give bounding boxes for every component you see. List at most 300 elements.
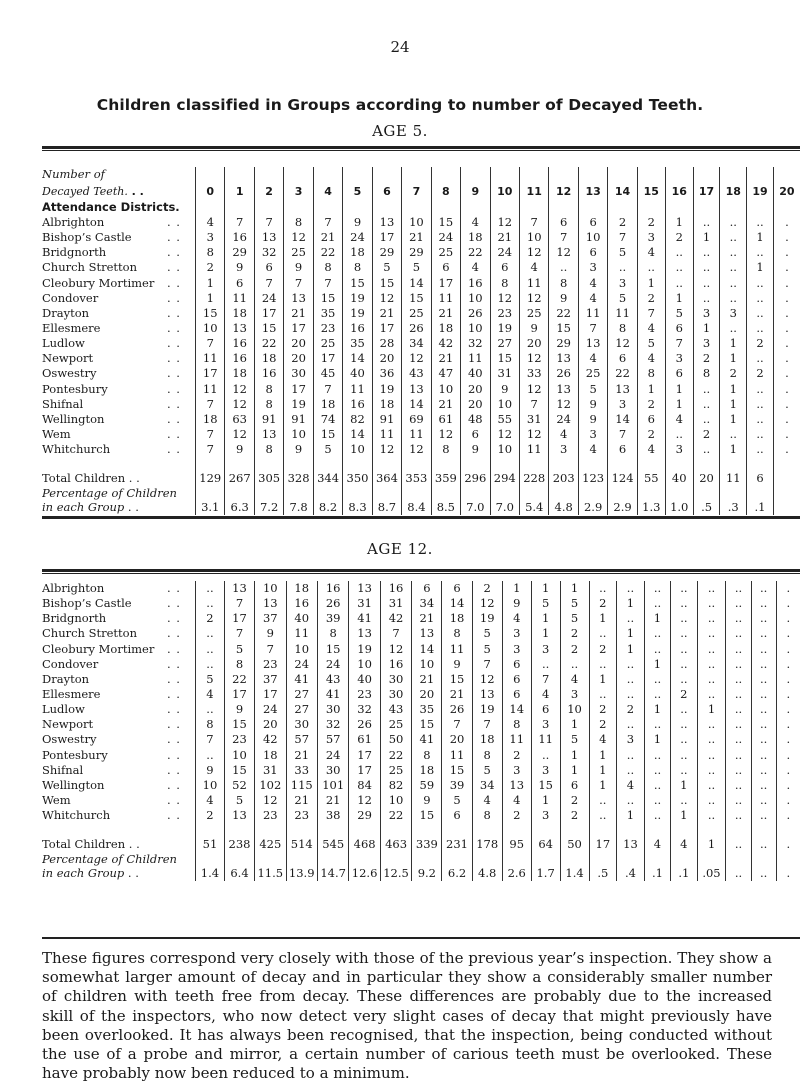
cell-col-5: 16	[343, 397, 372, 412]
percentage-col-14: .4	[617, 866, 645, 881]
cell-col-10: 4	[502, 611, 531, 626]
cell-col-7: 13	[412, 626, 442, 641]
header-blank	[608, 200, 637, 215]
row-label	[42, 397, 196, 412]
cell-col-5: 24	[343, 230, 372, 245]
cell-col-0: 10	[196, 778, 225, 793]
cell-col-1: 15	[224, 717, 254, 732]
cell-col-8: 15	[431, 215, 460, 230]
cell-col-16: ..	[671, 626, 697, 641]
cell-col-13: 5	[578, 382, 607, 397]
blank-cell	[589, 852, 617, 866]
cell-col-0: ..	[196, 702, 225, 717]
row-label	[42, 732, 196, 747]
total-col-20: .	[776, 837, 800, 852]
cell-col-16: 3	[665, 442, 693, 457]
cell-col-8: 15	[442, 763, 472, 778]
cell-col-16: ..	[671, 748, 697, 763]
percentage-col-3: 7.8	[284, 500, 313, 515]
percentage-label-line2: in each Group	[42, 500, 125, 515]
cell-col-8: 14	[442, 596, 472, 611]
spacer	[42, 823, 196, 837]
cell-col-14: 5	[608, 245, 637, 260]
cell-col-20: .	[776, 626, 800, 641]
cell-col-6: 10	[380, 793, 411, 808]
cell-col-3: 18	[286, 581, 317, 596]
cell-col-18: ..	[726, 732, 751, 747]
cell-col-4: 22	[313, 245, 342, 260]
cell-col-20: .	[776, 581, 800, 596]
cell-col-5: 26	[349, 717, 380, 732]
cell-col-4: 21	[313, 230, 342, 245]
header-column-13: 13	[578, 182, 607, 200]
cell-col-4: 16	[317, 581, 348, 596]
cell-col-10: 31	[490, 366, 519, 381]
cell-col-12: 22	[549, 306, 578, 321]
total-col-16: 4	[671, 837, 697, 852]
cell-col-17: 2	[693, 427, 720, 442]
cell-col-1: 9	[225, 442, 254, 457]
row-label	[42, 687, 196, 702]
blank-cell	[472, 852, 502, 866]
cell-col-13: 10	[578, 230, 607, 245]
cell-col-20: .	[776, 672, 800, 687]
cell-col-4: 17	[313, 351, 342, 366]
cell-col-1: 16	[225, 351, 254, 366]
cell-col-15: 3	[637, 230, 665, 245]
cell-col-14: 3	[617, 732, 645, 747]
spacer-cell	[490, 457, 519, 471]
district-name: Bridgnorth	[42, 246, 107, 260]
cell-col-11: 3	[531, 642, 560, 657]
cell-col-15: ..	[644, 793, 670, 808]
cell-col-8: 42	[431, 336, 460, 351]
cell-col-13: ..	[589, 581, 617, 596]
cell-col-8: 21	[431, 306, 460, 321]
spacer-cell	[225, 457, 254, 471]
cell-col-6: 25	[380, 763, 411, 778]
spacer-cell	[608, 457, 637, 471]
cell-col-20: .	[776, 793, 800, 808]
cell-col-9: 8	[472, 808, 502, 823]
percentage-label-line1: Percentage of Children	[42, 486, 177, 500]
cell-col-9: 19	[472, 611, 502, 626]
cell-col-15: 1	[637, 276, 665, 291]
cell-col-5: 15	[343, 276, 372, 291]
blank-cell	[726, 852, 751, 866]
cell-col-10: 12	[490, 427, 519, 442]
spacer-cell	[776, 823, 800, 837]
cell-col-3: 27	[286, 687, 317, 702]
header-blank	[665, 167, 693, 182]
table-row	[42, 626, 800, 641]
cell-col-5: 40	[349, 672, 380, 687]
cell-col-12: ..	[560, 657, 589, 672]
totals-row	[42, 837, 800, 852]
cell-col-18: ..	[726, 581, 751, 596]
leader-dots: . .	[167, 275, 181, 290]
cell-col-1: 8	[224, 657, 254, 672]
leader-dots: . .	[167, 656, 181, 671]
cell-col-7: 43	[402, 366, 431, 381]
cell-col-7: 26	[402, 321, 431, 336]
cell-col-17: 3	[693, 306, 720, 321]
cell-col-3: 20	[284, 336, 313, 351]
cell-col-8: 12	[431, 427, 460, 442]
cell-col-9: 32	[461, 336, 490, 351]
percentage-col-9: 7.0	[461, 500, 490, 515]
blank-cell	[313, 486, 342, 500]
cell-col-6: 22	[380, 808, 411, 823]
cell-col-14: 12	[608, 336, 637, 351]
cell-col-11: ..	[531, 748, 560, 763]
cell-col-6: 13	[372, 215, 401, 230]
cell-col-12: 2	[560, 626, 589, 641]
header-blank	[343, 167, 372, 182]
cell-col-2: 12	[255, 793, 286, 808]
leader-dots: . .	[167, 777, 181, 792]
cell-col-16: 7	[665, 336, 693, 351]
cell-col-5: 84	[349, 778, 380, 793]
section-heading-age-5: AGE 5.	[372, 122, 428, 140]
district-name: Wellington	[42, 778, 105, 792]
cell-col-20: .	[773, 427, 800, 442]
spacer-cell	[372, 457, 401, 471]
cell-col-12: 2	[560, 808, 589, 823]
blank-cell	[519, 486, 548, 500]
cell-col-5: 40	[343, 366, 372, 381]
cell-col-11: 3	[531, 808, 560, 823]
cell-col-20: .	[773, 412, 800, 427]
rule-bottom-2	[42, 937, 800, 939]
cell-col-0: 8	[196, 717, 225, 732]
leader-dots: . .	[167, 230, 181, 245]
table-row	[42, 382, 800, 397]
cell-col-17: ..	[697, 581, 726, 596]
cell-col-16: ..	[671, 596, 697, 611]
header-column-11: 11	[519, 182, 548, 200]
cell-col-8: 21	[431, 397, 460, 412]
cell-col-9: 48	[461, 412, 490, 427]
cell-col-13: 6	[578, 215, 607, 230]
cell-col-3: 21	[286, 748, 317, 763]
cell-col-19: 1	[747, 230, 774, 245]
district-name: Newport	[42, 352, 94, 366]
cell-col-3: 41	[286, 672, 317, 687]
cell-col-19: ..	[747, 442, 774, 457]
cell-col-13: ..	[589, 808, 617, 823]
cell-col-8: 61	[431, 412, 460, 427]
cell-col-14: 1	[617, 808, 645, 823]
cell-col-15: ..	[644, 672, 670, 687]
cell-col-6: 18	[372, 397, 401, 412]
leader-dots: . .	[167, 626, 181, 641]
row-label	[42, 245, 196, 260]
cell-col-15: 1	[637, 382, 665, 397]
cell-col-6: 5	[372, 260, 401, 275]
cell-col-10: 6	[502, 687, 531, 702]
cell-col-19: 2	[747, 366, 774, 381]
cell-col-8: 7	[442, 717, 472, 732]
table-row	[42, 717, 800, 732]
cell-col-19: ..	[747, 382, 774, 397]
total-col-20	[773, 471, 800, 486]
cell-col-1: 17	[224, 687, 254, 702]
cell-col-5: 12	[349, 793, 380, 808]
cell-col-13: 9	[578, 412, 607, 427]
cell-col-5: 14	[343, 351, 372, 366]
cell-col-13: 11	[578, 306, 607, 321]
cell-col-3: 17	[284, 382, 313, 397]
district-name: Oswestry	[42, 367, 97, 381]
spacer-cell	[589, 823, 617, 837]
spacer-cell	[196, 823, 225, 837]
cell-col-17: ..	[697, 596, 726, 611]
cell-col-20: .	[773, 260, 800, 275]
cell-col-0: ..	[196, 748, 225, 763]
percentage-col-13: .5	[589, 866, 617, 881]
cell-col-14: 13	[608, 382, 637, 397]
cell-col-7: 15	[412, 808, 442, 823]
header-column-18: 18	[720, 182, 747, 200]
total-col-2: 305	[254, 471, 283, 486]
cell-col-17: ..	[697, 748, 726, 763]
cell-col-8: 6	[431, 260, 460, 275]
spacer-cell	[693, 457, 720, 471]
cell-col-2: 16	[254, 366, 283, 381]
cell-col-1: 17	[224, 611, 254, 626]
table-row	[42, 657, 800, 672]
row-label	[42, 672, 196, 687]
percentage-col-8: 6.2	[442, 866, 472, 881]
cell-col-5: 9	[343, 215, 372, 230]
cell-col-3: 21	[284, 306, 313, 321]
cell-col-17: ..	[697, 717, 726, 732]
cell-col-11: 7	[531, 672, 560, 687]
cell-col-12: 2	[560, 793, 589, 808]
cell-col-14: 14	[608, 412, 637, 427]
cell-col-3: 11	[286, 626, 317, 641]
cell-col-19: ..	[751, 763, 776, 778]
cell-col-7: 34	[412, 596, 442, 611]
cell-col-5: 29	[349, 808, 380, 823]
district-name: Wem	[42, 794, 71, 808]
row-label	[42, 276, 196, 291]
cell-col-18: ..	[726, 657, 751, 672]
percentage-col-20	[773, 500, 800, 515]
row-label	[42, 778, 196, 793]
percentage-col-16: 1.0	[665, 500, 693, 515]
header-blank	[196, 200, 225, 215]
table-row	[42, 748, 800, 763]
total-col-17: 20	[693, 471, 720, 486]
header-blank	[773, 200, 800, 215]
cell-col-18: 1	[720, 397, 747, 412]
header-row-2	[42, 182, 800, 200]
district-name: Ludlow	[42, 703, 85, 717]
header-column-5: 5	[343, 182, 372, 200]
cell-col-8: 9	[442, 657, 472, 672]
header-column-15: 15	[637, 182, 665, 200]
district-name: Oswestry	[42, 733, 97, 747]
table-row	[42, 778, 800, 793]
total-col-4: 344	[313, 471, 342, 486]
cell-col-10: 27	[490, 336, 519, 351]
cell-col-20: .	[773, 321, 800, 336]
cell-col-12: 12	[549, 397, 578, 412]
table-row	[42, 291, 800, 306]
percentage-col-19: ..	[751, 866, 776, 881]
spacer-cell	[726, 823, 751, 837]
total-col-6: 364	[372, 471, 401, 486]
header-column-2: 2	[254, 182, 283, 200]
blank-cell	[490, 486, 519, 500]
table-row	[42, 215, 800, 230]
cell-col-4: 43	[317, 672, 348, 687]
cell-col-0: 5	[196, 672, 225, 687]
district-name: Drayton	[42, 672, 90, 686]
blank-cell	[225, 486, 254, 500]
percentage-col-15: 1.3	[637, 500, 665, 515]
cell-col-8: 8	[442, 626, 472, 641]
blank-cell	[697, 852, 726, 866]
cell-col-5: 32	[349, 702, 380, 717]
cell-col-0: 7	[196, 732, 225, 747]
cell-col-12: 4	[560, 672, 589, 687]
cell-col-12: 12	[549, 245, 578, 260]
blank-cell	[644, 852, 670, 866]
cell-col-14: 4	[617, 778, 645, 793]
cell-col-9: 11	[461, 351, 490, 366]
leader-dots: . .	[167, 321, 181, 336]
cell-col-19: ..	[747, 306, 774, 321]
total-col-17: 1	[697, 837, 726, 852]
spacer-cell	[644, 823, 670, 837]
cell-col-9: 7	[472, 717, 502, 732]
blank-cell	[531, 852, 560, 866]
spacer-cell	[196, 457, 225, 471]
row-label	[42, 306, 196, 321]
cell-col-4: 38	[317, 808, 348, 823]
district-name: Drayton	[42, 306, 90, 320]
cell-col-16: 1	[665, 291, 693, 306]
spacer-cell	[720, 457, 747, 471]
total-col-13: 123	[578, 471, 607, 486]
cell-col-13: 4	[578, 351, 607, 366]
cell-col-1: 12	[225, 397, 254, 412]
cell-col-7: 14	[412, 642, 442, 657]
district-name: Condover	[42, 291, 99, 305]
cell-col-4: 8	[317, 626, 348, 641]
rule-top-2	[42, 569, 800, 572]
cell-col-7: 5	[402, 260, 431, 275]
cell-col-9: 4	[461, 260, 490, 275]
cell-col-4: 35	[313, 306, 342, 321]
spacer-cell	[442, 823, 472, 837]
cell-col-10: 2	[502, 808, 531, 823]
cell-col-11: 1	[531, 581, 560, 596]
spacer-cell	[431, 457, 460, 471]
cell-col-2: 6	[254, 260, 283, 275]
total-col-18: 11	[720, 471, 747, 486]
spacer-cell	[531, 823, 560, 837]
cell-col-5: 17	[349, 763, 380, 778]
cell-col-9: 4	[461, 215, 490, 230]
header-column-9: 9	[461, 182, 490, 200]
cell-col-0: 2	[196, 611, 225, 626]
cell-col-10: 19	[490, 321, 519, 336]
cell-col-11: 33	[519, 366, 548, 381]
cell-col-13: 7	[578, 321, 607, 336]
cell-col-20: .	[776, 778, 800, 793]
row-label	[42, 366, 196, 381]
leader-dots: . .	[167, 260, 181, 275]
header-blank	[720, 200, 747, 215]
cell-col-13: 25	[578, 366, 607, 381]
cell-col-16: ..	[671, 717, 697, 732]
header-blank	[284, 200, 313, 215]
cell-col-13: 2	[589, 702, 617, 717]
cell-col-19: 2	[747, 336, 774, 351]
cell-col-12: 26	[549, 366, 578, 381]
total-col-1: 238	[224, 837, 254, 852]
cell-col-17: 1	[693, 321, 720, 336]
cell-col-6: 36	[372, 366, 401, 381]
cell-col-2: 13	[254, 230, 283, 245]
cell-col-6: 30	[380, 687, 411, 702]
percentage-col-18: ..	[726, 866, 751, 881]
cell-col-8: 8	[431, 442, 460, 457]
blank-cell	[617, 852, 645, 866]
total-children-label: Total Children	[42, 837, 126, 852]
cell-col-15: ..	[644, 626, 670, 641]
cell-col-8: 39	[442, 778, 472, 793]
blank-cell	[431, 486, 460, 500]
table-row	[42, 808, 800, 823]
cell-col-12: 1	[560, 581, 589, 596]
cell-col-4: 45	[313, 366, 342, 381]
cell-col-15: 2	[637, 427, 665, 442]
cell-col-1: 10	[224, 748, 254, 763]
cell-col-18: ..	[720, 230, 747, 245]
spacer-cell	[402, 457, 431, 471]
table-row	[42, 763, 800, 778]
cell-col-6: 12	[372, 291, 401, 306]
cell-col-12: 9	[549, 291, 578, 306]
cell-col-16: ..	[671, 581, 697, 596]
totals-row	[42, 471, 800, 486]
cell-col-3: 10	[286, 642, 317, 657]
spacer-cell	[671, 823, 697, 837]
table-row	[42, 230, 800, 245]
percentage-row	[42, 866, 800, 881]
row-label	[42, 382, 196, 397]
blank-cell	[637, 486, 665, 500]
header-column-19: 19	[747, 182, 774, 200]
percentage-col-15: .1	[644, 866, 670, 881]
cell-col-2: 8	[254, 397, 283, 412]
cell-col-18: ..	[726, 793, 751, 808]
cell-col-4: 8	[313, 260, 342, 275]
cell-col-5: 31	[349, 596, 380, 611]
cell-col-7: 69	[402, 412, 431, 427]
cell-col-10: 15	[490, 351, 519, 366]
cell-col-13: 4	[589, 732, 617, 747]
cell-col-14: 2	[608, 215, 637, 230]
cell-col-17: ..	[693, 412, 720, 427]
cell-col-9: 26	[461, 306, 490, 321]
percentage-col-9: 4.8	[472, 866, 502, 881]
